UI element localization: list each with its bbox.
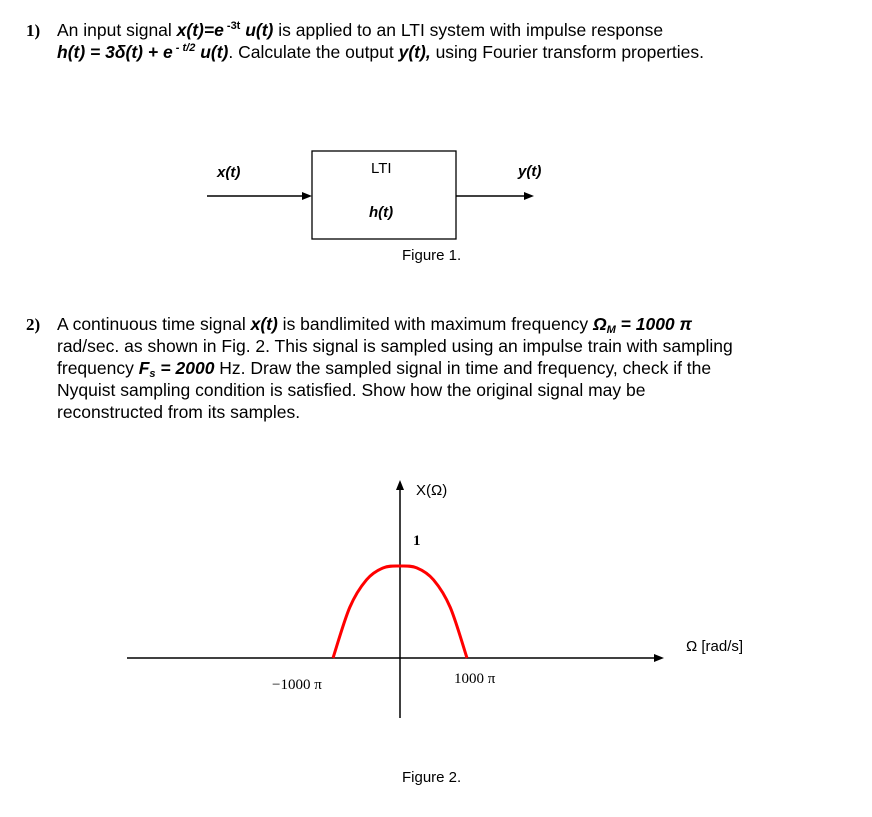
question-2-line-4: Nyquist sampling condition is satisfied. Show how the original signal may be xyxy=(57,380,646,400)
x-axis-arrow-head xyxy=(654,654,664,662)
x-axis-label: Ω [rad/s] xyxy=(686,638,744,655)
unit-step-2: u(t) xyxy=(195,42,229,62)
output-label: y(t) xyxy=(518,163,542,180)
fs-value: = 2000 xyxy=(155,358,215,378)
h-exponent: - t/2 xyxy=(172,42,196,54)
h-equation: h(t) = 3δ(t) + e xyxy=(57,42,173,62)
box-subtitle: h(t) xyxy=(369,204,394,221)
figure-1-caption: Figure 1. xyxy=(402,247,462,264)
question-2-number: 2) xyxy=(26,315,41,334)
omega-subscript: M xyxy=(606,324,616,336)
question-1-number: 1) xyxy=(26,21,41,40)
q1-text-2: is applied to an LTI system with impulse response xyxy=(273,20,664,40)
peak-label: 1 xyxy=(413,533,421,549)
fs-symbol: F xyxy=(138,358,150,378)
question-2-line-2: rad/sec. as shown in Fig. 2. This signal is sampled using an impulse train with sampling xyxy=(57,336,733,356)
x-signal: x(t) xyxy=(250,314,278,334)
x-equation: x(t)=e xyxy=(176,20,224,40)
unit-step-1: u(t) xyxy=(240,20,274,40)
omega-value: = 1000 π xyxy=(615,314,692,334)
q2-text-1: A continuous time signal xyxy=(57,314,251,334)
q1-text: An input signal xyxy=(57,20,177,40)
y-axis-label: X(Ω) xyxy=(416,482,448,499)
q1-text-4: using Fourier transform properties. xyxy=(430,42,705,62)
box-title: LTI xyxy=(371,160,392,177)
q1-text-3: . Calculate the output xyxy=(228,42,399,62)
input-label: x(t) xyxy=(217,164,241,181)
y-output: y(t), xyxy=(398,42,431,62)
pos-tick-label: 1000 π xyxy=(454,671,496,687)
omega-symbol: Ω xyxy=(592,314,607,334)
q2-text-3: frequency xyxy=(57,358,139,378)
question-2-line-5: reconstructed from its samples. xyxy=(57,402,301,422)
neg-tick-label: −1000 π xyxy=(272,677,322,693)
y-axis-arrow-head xyxy=(396,480,404,490)
figure-2-caption: Figure 2. xyxy=(402,769,462,786)
q2-text-4: Hz. Draw the sampled signal in time and frequency, check if the xyxy=(214,358,712,378)
fs-subscript: s xyxy=(149,368,156,380)
x-exponent: -3t xyxy=(223,20,241,32)
q2-text-2: is bandlimited with maximum frequency xyxy=(277,314,593,334)
